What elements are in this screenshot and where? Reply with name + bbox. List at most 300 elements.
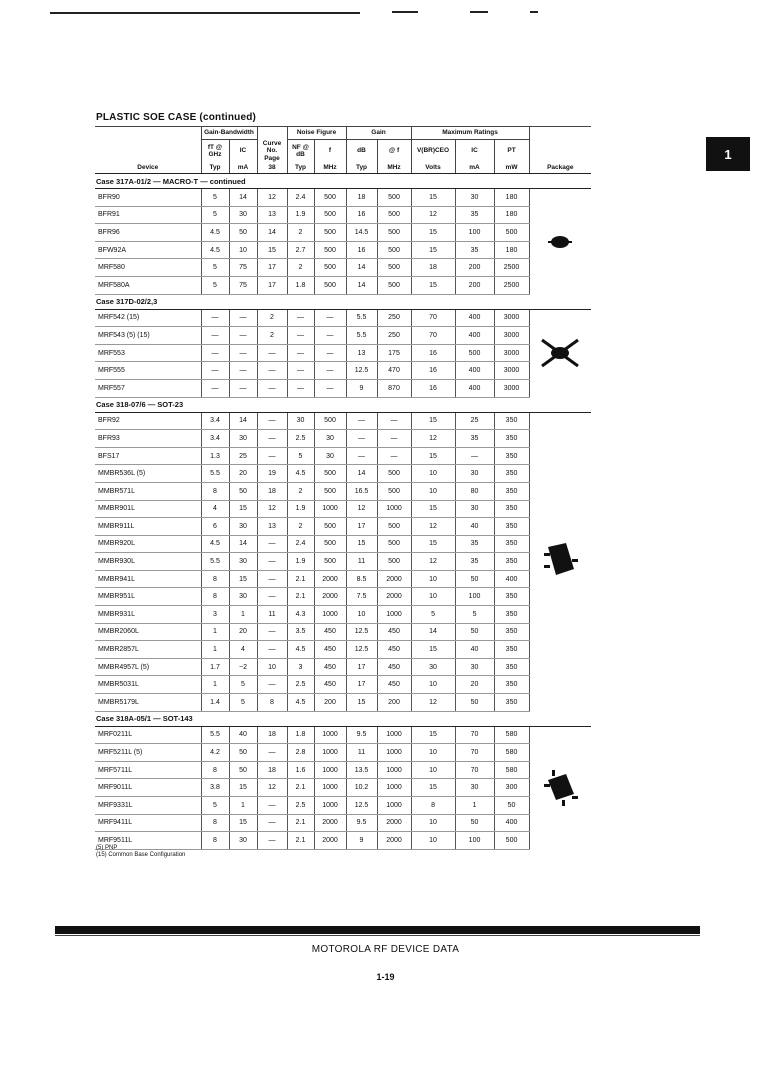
device-cell: MRF542 (15)	[95, 309, 201, 327]
device-cell: MMBR930L	[95, 553, 201, 571]
footer-rule-thin	[55, 935, 700, 936]
header-pt-unit: mW	[494, 162, 529, 174]
value-cell: 16	[346, 206, 377, 224]
value-cell: 450	[314, 623, 346, 641]
value-cell: 2.7	[287, 241, 314, 259]
header-vbr: V(BR)CEO	[411, 140, 455, 163]
value-cell: 15	[411, 241, 455, 259]
device-cell: MRF9511L	[95, 832, 201, 850]
value-cell: 10	[411, 832, 455, 850]
value-cell: 12	[257, 189, 287, 207]
value-cell: 18	[257, 726, 287, 744]
value-cell: —	[377, 412, 411, 430]
header-ic-unit: mA	[229, 162, 257, 174]
value-cell: —	[287, 379, 314, 397]
value-cell: 35	[455, 430, 494, 448]
value-cell: 400	[455, 327, 494, 345]
device-cell: BFR91	[95, 206, 201, 224]
value-cell: 12	[346, 500, 377, 518]
page-number: 1-19	[376, 972, 395, 982]
value-cell: 100	[455, 224, 494, 242]
value-cell: 9	[346, 832, 377, 850]
value-cell: 200	[377, 694, 411, 712]
case-title: Case 318-07/6 — SOT-23	[95, 397, 591, 412]
value-cell: 4.5	[201, 224, 229, 242]
table-row	[95, 206, 591, 224]
value-cell: 580	[494, 761, 529, 779]
value-cell: 30	[455, 189, 494, 207]
value-cell: 30	[229, 206, 257, 224]
value-cell: 17	[257, 259, 287, 277]
value-cell: 12	[411, 430, 455, 448]
value-cell: 1.4	[201, 694, 229, 712]
value-cell: —	[201, 379, 229, 397]
value-cell: 14	[229, 412, 257, 430]
table-row	[95, 588, 591, 606]
value-cell: 1000	[314, 779, 346, 797]
value-cell: 50	[455, 570, 494, 588]
value-cell: 30	[314, 430, 346, 448]
value-cell: 5.5	[346, 327, 377, 345]
value-cell: 70	[455, 744, 494, 762]
value-cell: —	[346, 430, 377, 448]
value-cell: 580	[494, 744, 529, 762]
value-cell: 13	[257, 206, 287, 224]
value-cell: 2000	[377, 570, 411, 588]
value-cell: 12	[257, 779, 287, 797]
value-cell: 4.5	[201, 241, 229, 259]
value-cell: 18	[411, 259, 455, 277]
value-cell: —	[257, 623, 287, 641]
value-cell: 14	[229, 189, 257, 207]
value-cell: 350	[494, 588, 529, 606]
device-cell: MRF9411L	[95, 814, 201, 832]
device-cell: BFS17	[95, 447, 201, 465]
value-cell: 2000	[314, 588, 346, 606]
value-cell: 30	[229, 518, 257, 536]
value-cell: —	[257, 344, 287, 362]
table-row	[95, 430, 591, 448]
header-nf-typ: Typ	[287, 162, 314, 174]
value-cell: 500	[455, 344, 494, 362]
table-row	[95, 447, 591, 465]
value-cell: 870	[377, 379, 411, 397]
value-cell: 1000	[314, 500, 346, 518]
value-cell: —	[257, 362, 287, 380]
value-cell: —	[257, 412, 287, 430]
value-cell: 500	[377, 518, 411, 536]
value-cell: 500	[377, 482, 411, 500]
value-cell: 1000	[314, 726, 346, 744]
value-cell: 3	[201, 606, 229, 624]
top-rule	[50, 12, 360, 14]
device-cell: MMBR951L	[95, 588, 201, 606]
value-cell: 20	[229, 465, 257, 483]
value-cell: 500	[314, 482, 346, 500]
value-cell: 14	[411, 623, 455, 641]
value-cell: 4.3	[287, 606, 314, 624]
value-cell: 8	[201, 832, 229, 850]
header-vbr-unit: Volts	[411, 162, 455, 174]
value-cell: 35	[455, 535, 494, 553]
value-cell: 50	[455, 814, 494, 832]
page-title: PLASTIC SOE CASE (continued)	[96, 112, 257, 123]
table-row	[95, 814, 591, 832]
value-cell: 25	[229, 447, 257, 465]
value-cell: 15	[229, 500, 257, 518]
value-cell: 1000	[314, 797, 346, 815]
value-cell: 500	[494, 832, 529, 850]
case-section-header	[95, 294, 591, 309]
header-package-blank	[529, 127, 591, 140]
device-cell: MRF580	[95, 259, 201, 277]
value-cell: 470	[377, 362, 411, 380]
value-cell: 25	[455, 412, 494, 430]
value-cell: —	[257, 744, 287, 762]
header-curve-blank	[257, 127, 287, 140]
value-cell: 400	[455, 362, 494, 380]
value-cell: 15	[229, 570, 257, 588]
value-cell: 15	[411, 276, 455, 294]
package-icon	[529, 412, 591, 711]
value-cell: 7.5	[346, 588, 377, 606]
header-package: Package	[529, 162, 591, 174]
value-cell: —	[257, 570, 287, 588]
value-cell: 5	[201, 797, 229, 815]
device-cell: MMBR2857L	[95, 641, 201, 659]
value-cell: 10	[411, 761, 455, 779]
value-cell: 12.5	[346, 623, 377, 641]
value-cell: 450	[377, 641, 411, 659]
value-cell: 450	[377, 658, 411, 676]
value-cell: 2	[287, 482, 314, 500]
section-tab	[706, 137, 750, 171]
value-cell: 450	[314, 641, 346, 659]
value-cell: 4	[201, 500, 229, 518]
value-cell: 500	[377, 241, 411, 259]
value-cell: 450	[314, 676, 346, 694]
value-cell: 500	[314, 553, 346, 571]
value-cell: 10.2	[346, 779, 377, 797]
table-row	[95, 623, 591, 641]
value-cell: 10	[411, 482, 455, 500]
value-cell: —	[287, 362, 314, 380]
value-cell: —	[257, 797, 287, 815]
table-row	[95, 500, 591, 518]
device-cell: MMBR920L	[95, 535, 201, 553]
value-cell: 2.4	[287, 189, 314, 207]
value-cell: 13	[346, 344, 377, 362]
header-curve-page: 38	[257, 162, 287, 174]
value-cell: 17	[257, 276, 287, 294]
value-cell: 350	[494, 518, 529, 536]
value-cell: 9.5	[346, 726, 377, 744]
value-cell: 2000	[314, 832, 346, 850]
value-cell: 12	[411, 206, 455, 224]
value-cell: 18	[257, 761, 287, 779]
value-cell: 15	[411, 224, 455, 242]
value-cell: —	[229, 327, 257, 345]
value-cell: 400	[455, 309, 494, 327]
value-cell: 14	[229, 535, 257, 553]
value-cell: 15	[411, 779, 455, 797]
table-row	[95, 797, 591, 815]
device-cell: MMBR4957L (5)	[95, 658, 201, 676]
table-row	[95, 465, 591, 483]
value-cell: 16	[411, 344, 455, 362]
value-cell: —	[455, 447, 494, 465]
value-cell: 2.1	[287, 832, 314, 850]
value-cell: 8	[411, 797, 455, 815]
value-cell: 15	[257, 241, 287, 259]
value-cell: 14	[346, 276, 377, 294]
value-cell: 200	[455, 276, 494, 294]
value-cell: 100	[455, 588, 494, 606]
value-cell: 200	[314, 694, 346, 712]
value-cell: 16.5	[346, 482, 377, 500]
package-icon	[529, 189, 591, 295]
value-cell: 15	[229, 779, 257, 797]
value-cell: —	[314, 309, 346, 327]
value-cell: 35	[455, 553, 494, 571]
device-cell: MMBR931L	[95, 606, 201, 624]
table-row	[95, 606, 591, 624]
value-cell: 450	[377, 623, 411, 641]
table-row	[95, 553, 591, 571]
value-cell: 300	[494, 779, 529, 797]
value-cell: —	[257, 832, 287, 850]
value-cell: 15	[411, 535, 455, 553]
value-cell: 5	[201, 189, 229, 207]
value-cell: 15	[229, 814, 257, 832]
value-cell: 4	[229, 641, 257, 659]
value-cell: 2500	[494, 259, 529, 277]
device-cell: MRF557	[95, 379, 201, 397]
header-pt: PT	[494, 140, 529, 163]
value-cell: —	[287, 327, 314, 345]
table-row	[95, 241, 591, 259]
value-cell: 5.5	[201, 726, 229, 744]
device-cell: BFR93	[95, 430, 201, 448]
value-cell: 10	[411, 465, 455, 483]
value-cell: 50	[455, 623, 494, 641]
header-ic: IC	[229, 140, 257, 163]
value-cell: 2.5	[287, 797, 314, 815]
top-rule	[470, 11, 488, 13]
value-cell: 70	[455, 726, 494, 744]
case-title: Case 317A-01/2 — MACRO-T — continued	[95, 174, 591, 189]
value-cell: 250	[377, 327, 411, 345]
value-cell: 50	[229, 482, 257, 500]
value-cell: —	[257, 553, 287, 571]
value-cell: 11	[346, 744, 377, 762]
table-row	[95, 362, 591, 380]
value-cell: 10	[411, 588, 455, 606]
value-cell: 250	[377, 309, 411, 327]
value-cell: 30	[411, 658, 455, 676]
value-cell: 40	[455, 518, 494, 536]
table-row	[95, 676, 591, 694]
value-cell: 1.3	[201, 447, 229, 465]
value-cell: 175	[377, 344, 411, 362]
value-cell: 350	[494, 482, 529, 500]
footnote: (5) PNP	[96, 845, 118, 851]
value-cell: 12.5	[346, 362, 377, 380]
device-cell: BFW92A	[95, 241, 201, 259]
value-cell: 75	[229, 259, 257, 277]
device-cell: BFR92	[95, 412, 201, 430]
table-row	[95, 570, 591, 588]
value-cell: 2	[287, 224, 314, 242]
value-cell: 11	[346, 553, 377, 571]
header-gain-freq: @ f	[377, 140, 411, 163]
value-cell: 580	[494, 726, 529, 744]
device-cell: MMBR901L	[95, 500, 201, 518]
header-gf-unit: MHz	[377, 162, 411, 174]
footnotes	[96, 845, 185, 859]
value-cell: 50	[455, 694, 494, 712]
top-rule	[392, 11, 418, 13]
table-row	[95, 641, 591, 659]
value-cell: 350	[494, 500, 529, 518]
case-section-header	[95, 397, 591, 412]
value-cell: 3000	[494, 327, 529, 345]
device-cell: MRF0211L	[95, 726, 201, 744]
value-cell: 2.8	[287, 744, 314, 762]
value-cell: —	[257, 641, 287, 659]
value-cell: 3.4	[201, 430, 229, 448]
value-cell: —	[287, 309, 314, 327]
value-cell: 30	[455, 658, 494, 676]
case-section-header	[95, 711, 591, 726]
value-cell: 2000	[377, 588, 411, 606]
value-cell: 30	[314, 447, 346, 465]
header-gain: Gain	[346, 127, 411, 140]
value-cell: —	[257, 379, 287, 397]
value-cell: 1000	[377, 779, 411, 797]
value-cell: 75	[229, 276, 257, 294]
value-cell: 30	[229, 430, 257, 448]
device-cell: MRF9331L	[95, 797, 201, 815]
value-cell: 1.9	[287, 500, 314, 518]
value-cell: 500	[314, 241, 346, 259]
value-cell: 1000	[314, 761, 346, 779]
value-cell: 2500	[494, 276, 529, 294]
device-cell: MMBR911L	[95, 518, 201, 536]
value-cell: —	[346, 447, 377, 465]
value-cell: 17	[346, 676, 377, 694]
table-row	[95, 276, 591, 294]
value-cell: 1.9	[287, 553, 314, 571]
value-cell: 70	[455, 761, 494, 779]
value-cell: 2.1	[287, 570, 314, 588]
value-cell: —	[257, 814, 287, 832]
header-ic2-unit: mA	[455, 162, 494, 174]
value-cell: 350	[494, 676, 529, 694]
device-cell: BFR90	[95, 189, 201, 207]
value-cell: 1	[201, 623, 229, 641]
value-cell: 10	[411, 744, 455, 762]
value-cell: 30	[229, 588, 257, 606]
value-cell: 400	[494, 814, 529, 832]
device-cell: MMBR2060L	[95, 623, 201, 641]
table-row	[95, 694, 591, 712]
section-tab-number: 1	[724, 146, 732, 162]
value-cell: 10	[411, 814, 455, 832]
value-cell: 6	[201, 518, 229, 536]
value-cell: 2	[287, 518, 314, 536]
value-cell: —	[201, 327, 229, 345]
value-cell: 3.4	[201, 412, 229, 430]
value-cell: −2	[229, 658, 257, 676]
value-cell: 30	[455, 500, 494, 518]
value-cell: 350	[494, 641, 529, 659]
value-cell: —	[257, 676, 287, 694]
value-cell: 500	[314, 259, 346, 277]
table-row	[95, 309, 591, 327]
device-cell: MRF5711L	[95, 761, 201, 779]
value-cell: —	[377, 430, 411, 448]
value-cell: —	[314, 344, 346, 362]
value-cell: 100	[455, 832, 494, 850]
value-cell: 15	[411, 412, 455, 430]
value-cell: 30	[455, 779, 494, 797]
value-cell: 11	[257, 606, 287, 624]
value-cell: 350	[494, 447, 529, 465]
value-cell: 10	[411, 676, 455, 694]
value-cell: 2000	[314, 814, 346, 832]
value-cell: 15	[346, 535, 377, 553]
value-cell: 500	[314, 535, 346, 553]
device-cell: MMBR5031L	[95, 676, 201, 694]
value-cell: 9	[346, 379, 377, 397]
footnote: (15) Common Base Configuration	[96, 852, 186, 858]
value-cell: 80	[455, 482, 494, 500]
value-cell: 1000	[377, 606, 411, 624]
value-cell: 12.5	[346, 797, 377, 815]
value-cell: 500	[314, 465, 346, 483]
value-cell: 9.5	[346, 814, 377, 832]
value-cell: 1.8	[287, 726, 314, 744]
value-cell: 40	[455, 641, 494, 659]
device-cell: MMBR571L	[95, 482, 201, 500]
value-cell: —	[287, 344, 314, 362]
header-gain-bandwidth: Gain-Bandwidth	[201, 127, 257, 140]
value-cell: 15	[411, 500, 455, 518]
device-cell: MRF553	[95, 344, 201, 362]
value-cell: 5	[229, 676, 257, 694]
value-cell: 2.5	[287, 430, 314, 448]
value-cell: 3000	[494, 344, 529, 362]
value-cell: 8	[201, 482, 229, 500]
value-cell: 12	[411, 694, 455, 712]
table-row	[95, 518, 591, 536]
value-cell: 2.5	[287, 676, 314, 694]
value-cell: 8	[201, 814, 229, 832]
value-cell: 12	[411, 553, 455, 571]
header-f-unit: MHz	[314, 162, 346, 174]
value-cell: 8	[201, 570, 229, 588]
value-cell: 2	[287, 259, 314, 277]
value-cell: 8	[257, 694, 287, 712]
header-gain-typ: Typ	[346, 162, 377, 174]
header-nf-freq: f	[314, 140, 346, 163]
value-cell: 2000	[377, 832, 411, 850]
value-cell: 8	[201, 588, 229, 606]
value-cell: 16	[411, 379, 455, 397]
value-cell: 2000	[377, 814, 411, 832]
footer-title: MOTOROLA RF DEVICE DATA	[311, 944, 460, 955]
